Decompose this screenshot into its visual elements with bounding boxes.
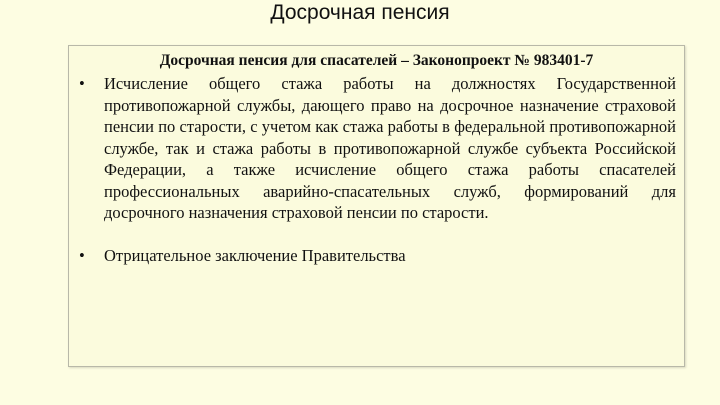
- bullet-icon: •: [79, 245, 85, 265]
- content-box: [68, 45, 685, 367]
- bullet-text: Исчисление общего стажа работы на должностях Государственной противопожарной службы, дающего право на досрочное назначение страховой пенсии по старости, с учетом как стажа работы в федеральной противопожарной службе, так и стажа работы в противопожарной службе субъекта Российской Федерации, а также исчисление общего стажа работы спасателей профессиональных аварийно-спасательных служб, формирований для досрочного назначения страховой пенсии по старости.: [104, 74, 676, 222]
- bullet-item: [77, 73, 676, 224]
- bullet-list: [77, 73, 676, 266]
- slide-title: Досрочная пенсия: [270, 1, 450, 24]
- bullet-icon: •: [79, 74, 85, 93]
- bullet-item: [77, 245, 676, 267]
- box-heading: Досрочная пенсия для спасателей – Законопроект № 983401-7: [159, 52, 594, 69]
- bullet-text: Отрицательное заключение Правительства: [104, 245, 406, 265]
